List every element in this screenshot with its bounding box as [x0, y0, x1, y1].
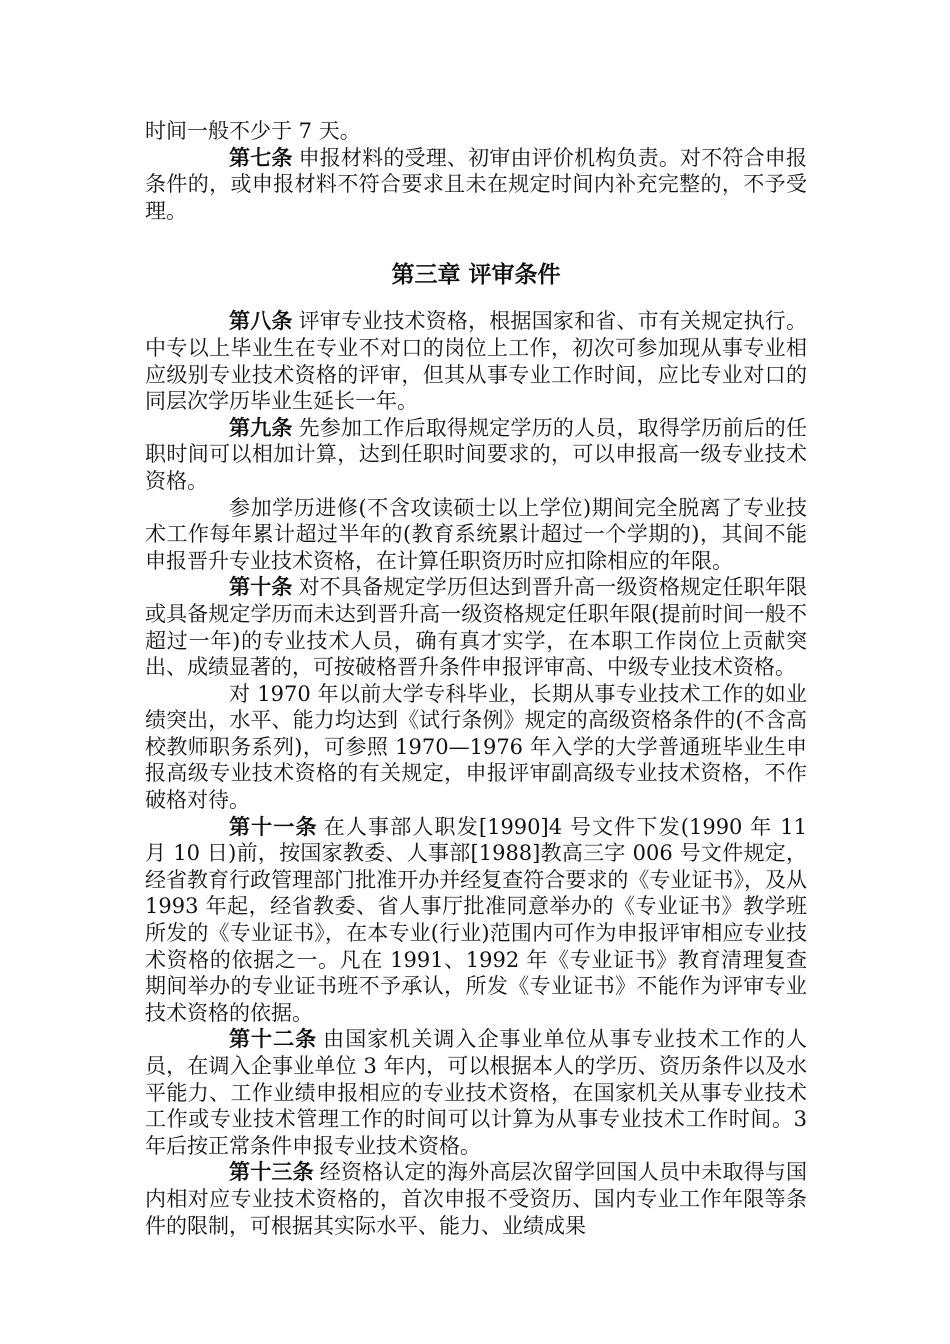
- article-13: [145, 1159, 807, 1239]
- paragraph-continuation: [145, 118, 807, 145]
- article-label: 第八条: [229, 309, 293, 334]
- article-label: 第十三条: [229, 1160, 314, 1185]
- chapter-title: 第三章 评审条件: [391, 262, 561, 289]
- paragraph-text: 参加学历进修(不含攻读硕士以上学位)期间完全脱离了专业技术工作每年累计超过半年的(教育系统累计超过一个学期的)，其间不能申报晋升专业技术资格，在计算任职资历时应扣除相应的年限。: [145, 495, 807, 573]
- paragraph-text: 对 1970 年以前大学专科毕业，长期从事专业技术工作的如业绩突出，水平、能力均达到《试行条例》规定的高级资格条件的(不含高校教师职务系列)，可参照 1970—1976 年入学的大学普通班毕业生申报高级专业技术资格的有关规定，申报评审副高级专业技术资格，不作破格对待。: [145, 681, 807, 813]
- article-7: [145, 145, 807, 225]
- article-12: [145, 1026, 807, 1159]
- article-label: 第十二条: [229, 1027, 318, 1052]
- article-label: 第七条: [229, 145, 293, 170]
- article-text: 经资格认定的海外高层次留学回国人员中未取得与国内相对应专业技术资格的，首次申报不受资历、国内专业工作年限等条件的限制，可根据其实际水平、能力、业绩成果: [145, 1160, 808, 1238]
- paragraph-text: 时间一般不少于 7 天。: [145, 119, 361, 143]
- article-9: [145, 415, 807, 495]
- article-10-clause-2: [145, 681, 807, 814]
- article-text: 申报材料的受理、初审由评价机构负责。对不符合申报条件的，或申报材料不符合要求且未在规定时间内补充完整的，不予受理。: [145, 145, 807, 223]
- article-text: 对不具备规定学历但达到晋升高一级资格规定任职年限或具备规定学历而未达到晋升高一级资格规定任职年限(提前时间一般不超过一年)的专业技术人员，确有真才实学，在本职工作岗位上贡献突出、成绩显著的，可按破格晋升条件申报评审高、中级专业技术资格。: [145, 575, 807, 680]
- article-11: [145, 814, 807, 1027]
- article-9-clause-2: [145, 495, 807, 575]
- document-page: [145, 118, 807, 1239]
- article-10: [145, 574, 807, 680]
- article-8: [145, 308, 807, 414]
- article-label: 第九条: [229, 415, 293, 440]
- article-text: 在人事部人职发[1990]4 号文件下发(1990 年 11 月 10 日)前，按国家教委、人事部[1988]教高三字 006 号文件规定，经省教育行政管理部门批准开办并经复查符合要求的《专业证书》，及从 1993 年起，经省教委、省人事厅批准同意举办的《专业证书》教学班所发的《专业证书》，在本专业(行业)范围内可作为申报评审相应专业技术资格的依据之一。凡在 1991、1992 年《专业证书》教育清理复查期间举办的专业证书班不予承认，所发《专业证书》不能作为评审专业技术资格的依据。: [145, 814, 807, 1025]
- article-label: 第十条: [229, 575, 293, 600]
- article-text: 先参加工作后取得规定学历的人员，取得学历前后的任职时间可以相加计算，达到任职时间要求的，可以申报高一级专业技术资格。: [145, 415, 807, 493]
- article-text: 由国家机关调入企事业单位从事专业技术工作的人员，在调入企事业单位 3 年内，可以根据本人的学历、资历条件以及水平能力、工作业绩申报相应的专业技术资格，在国家机关从事专业技术工作或专业技术管理工作的时间可以计算为从事专业技术工作时间。3 年后按正常条件申报专业技术资格。: [145, 1027, 808, 1158]
- article-text: 评审专业技术资格，根据国家和省、市有关规定执行。中专以上毕业生在专业不对口的岗位上工作，初次可参加现从事专业相应级别专业技术资格的评审，但其从事专业工作时间，应比专业对口的同层次学历毕业生延长一年。: [145, 309, 807, 414]
- article-label: 第十一条: [229, 814, 318, 839]
